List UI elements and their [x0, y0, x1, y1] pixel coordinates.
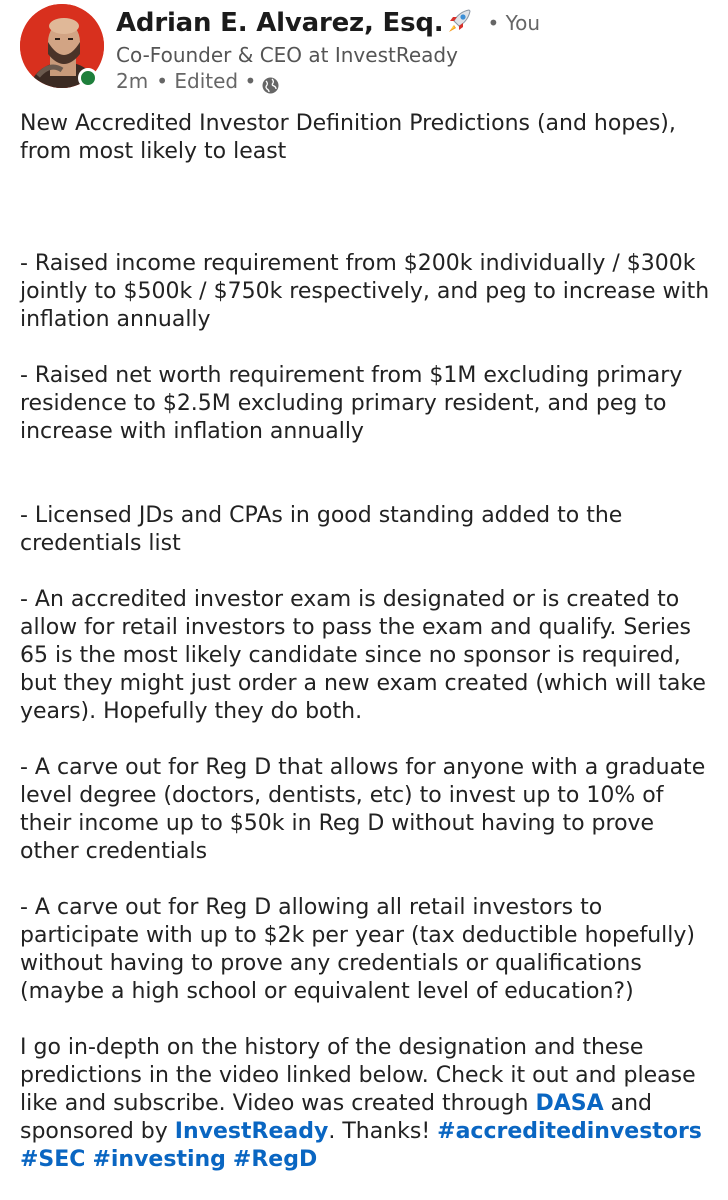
item-line: allow for retail investors to pass the exam and qualify. Series: [20, 615, 691, 640]
edited-label: • Edited •: [156, 69, 257, 93]
hashtag-investing[interactable]: #investing: [92, 1147, 226, 1172]
closing-line: predictions in the video linked below. Check it out and please: [20, 1063, 696, 1088]
item-line: inflation annually: [20, 307, 211, 332]
closing-text: . Thanks!: [328, 1119, 438, 1144]
rocket-icon: [445, 7, 473, 35]
item-line: residence to $2.5M excluding primary resident, and peg to: [20, 391, 667, 416]
you-badge: • You: [487, 11, 541, 35]
item-line: 65 is the most likely candidate since no sponsor is required,: [20, 643, 681, 668]
dasa-link[interactable]: DASA: [535, 1091, 604, 1116]
item-line: - A carve out for Reg D that allows for anyone with a graduate: [20, 755, 706, 780]
intro-line: New Accredited Investor Definition Predictions (and hopes),: [20, 111, 676, 136]
author-headline: Co-Founder & CEO at InvestReady: [116, 43, 458, 67]
post-header: [20, 4, 720, 96]
item-line: without having to prove any credentials or qualifications: [20, 951, 642, 976]
item-line: level degree (doctors, dentists, etc) to invest up to 10% of: [20, 783, 664, 808]
item-line: years). Hopefully they do both.: [20, 699, 363, 724]
online-status-dot: [78, 68, 98, 88]
closing-text: sponsored by: [20, 1119, 175, 1144]
item-line: jointly to $500k / $750k respectively, and peg to increase with: [20, 279, 710, 304]
hashtag-regd[interactable]: #RegD: [232, 1147, 318, 1172]
item-line: credentials list: [20, 531, 181, 556]
investready-link[interactable]: InvestReady: [174, 1119, 329, 1144]
item-line: participate with up to $2k per year (tax deductible hopefully): [20, 923, 695, 948]
item-line: their income up to $50k in Reg D without having to prove: [20, 811, 655, 836]
closing-line: I go in-depth on the history of the designation and these: [20, 1035, 644, 1060]
globe-icon[interactable]: [262, 74, 279, 91]
hashtag-sec[interactable]: #SEC: [20, 1147, 86, 1172]
intro-line: from most likely to least: [20, 139, 287, 164]
item-line: other credentials: [20, 839, 208, 864]
item-line: but they might just order a new exam created (which will take: [20, 671, 706, 696]
item-line: - Raised net worth requirement from $1M excluding primary: [20, 363, 683, 388]
post-body: [20, 110, 710, 1174]
item-line: - An accredited investor exam is designated or is created to: [20, 587, 680, 612]
post-time: 2m: [116, 69, 149, 93]
author-meta: [116, 4, 716, 94]
item-line: increase with inflation annually: [20, 419, 364, 444]
item-line: - Raised income requirement from $200k individually / $300k: [20, 251, 696, 276]
item-line: - A carve out for Reg D allowing all retail investors to: [20, 895, 603, 920]
item-line: (maybe a high school or equivalent level of education?): [20, 979, 634, 1004]
closing-line: [20, 1118, 710, 1146]
hashtag-accreditedinvestors[interactable]: #accreditedinvestors: [437, 1119, 702, 1144]
hashtag-line: [20, 1146, 710, 1174]
post-timestamp: [116, 68, 716, 94]
closing-line: [20, 1090, 710, 1118]
closing-text: like and subscribe. Video was created through: [20, 1091, 536, 1116]
closing-text: and: [603, 1091, 653, 1116]
author-name-line: [116, 4, 716, 42]
item-line: - Licensed JDs and CPAs in good standing added to the: [20, 503, 623, 528]
author-avatar-container[interactable]: [20, 4, 104, 88]
author-name[interactable]: Adrian E. Alvarez, Esq.: [116, 8, 444, 38]
